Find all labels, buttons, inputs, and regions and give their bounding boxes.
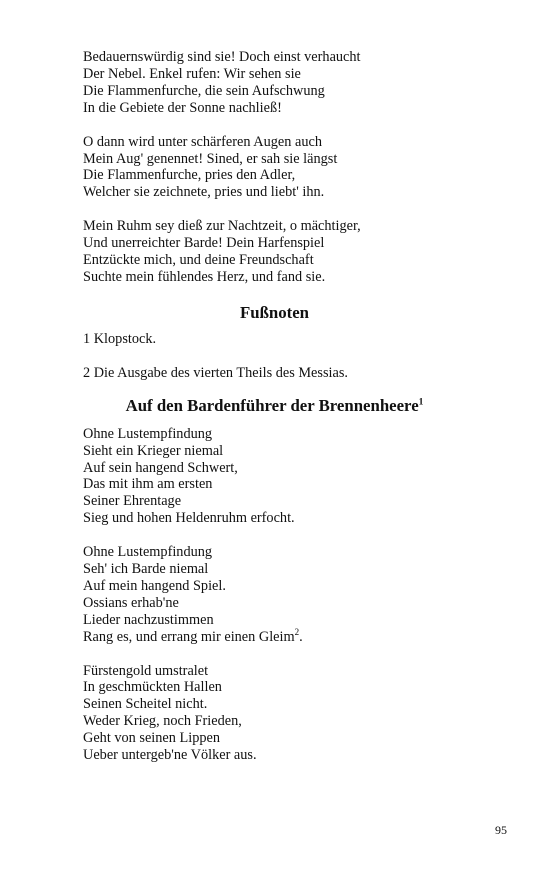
verse-line: Das mit ihm am ersten xyxy=(83,476,213,493)
verse-line: Auf mein hangend Spiel. xyxy=(83,577,226,594)
verse-line: Geht von seinen Lippen xyxy=(83,730,220,747)
verse-line-with-note xyxy=(83,626,483,646)
poem-title-text: Auf den Bardenführer der Brennenheere xyxy=(125,395,419,415)
verse-line: Seinen Scheitel nicht. xyxy=(83,696,208,713)
verse-line: Der Nebel. Enkel rufen: Wir sehen sie xyxy=(83,65,301,82)
poem-title xyxy=(83,396,466,416)
verse-line: Ohne Lustempfindung xyxy=(83,425,213,442)
verse-line: O dann wird unter schärferen Augen auch xyxy=(83,133,322,150)
poem1-stanza-3 xyxy=(83,218,483,286)
verse-line: Mein Ruhm sey dieß zur Nachtzeit, o mächtiger, xyxy=(83,218,361,235)
footnotes-heading: Fußnoten xyxy=(239,302,309,322)
verse-line: In geschmückten Hallen xyxy=(83,679,222,696)
verse-line: Welcher sie zeichnete, pries und liebt' ihn. xyxy=(83,184,325,201)
footnote-reference-1[interactable]: 1 xyxy=(418,397,424,408)
verse-line: Ossians erhab'ne xyxy=(83,594,179,611)
poem1-stanza-2 xyxy=(83,134,483,202)
verse-line: Entzückte mich, und deine Freundschaft xyxy=(83,252,314,269)
verse-line: Die Flammenfurche, die sein Aufschwung xyxy=(83,82,325,99)
verse-line: Und unerreichter Barde! Dein Harfenspiel xyxy=(83,235,325,252)
verse-line: Seiner Ehrentage xyxy=(83,493,182,510)
verse-text: Rang es, und errang mir einen Gleim xyxy=(83,628,295,645)
page-number: 95 xyxy=(495,823,507,837)
verse-line: Die Flammenfurche, pries den Adler, xyxy=(83,167,296,184)
footnote-2: 2 Die Ausgabe des vierten Theils des Messias. xyxy=(83,364,348,381)
verse-line: In die Gebiete der Sonne nachließ! xyxy=(83,99,282,116)
verse-line: Fürstengold umstralet xyxy=(83,662,209,679)
footnote-reference-2[interactable]: 2 xyxy=(294,626,300,637)
poem2-stanza-1 xyxy=(83,426,483,527)
page-content xyxy=(83,49,483,781)
verse-line: Sieht ein Krieger niemal xyxy=(83,442,224,459)
poem2-stanza-3 xyxy=(83,663,483,764)
verse-end-punctuation: . xyxy=(299,628,303,645)
poem1-stanza-1 xyxy=(83,49,483,117)
verse-line: Ueber untergeb'ne Völker aus. xyxy=(83,747,257,764)
verse-line: Bedauernswürdig sind sie! Doch einst verhaucht xyxy=(83,49,361,65)
verse-line: Lieder nachzustimmen xyxy=(83,611,214,628)
footnote-1: 1 Klopstock. xyxy=(83,330,157,347)
verse-line: Ohne Lustempfindung xyxy=(83,544,213,561)
verse-line: Mein Aug' genennet! Sined, er sah sie längst xyxy=(83,150,338,167)
verse-line: Weder Krieg, noch Frieden, xyxy=(83,713,242,730)
poem2-stanza-2 xyxy=(83,544,483,645)
verse-line: Auf sein hangend Schwert, xyxy=(83,459,238,476)
verse-line: Suchte mein fühlendes Herz, und fand sie. xyxy=(83,268,326,285)
verse-line: Sieg und hohen Heldenruhm erfocht. xyxy=(83,510,295,527)
verse-line: Seh' ich Barde niemal xyxy=(83,561,209,578)
